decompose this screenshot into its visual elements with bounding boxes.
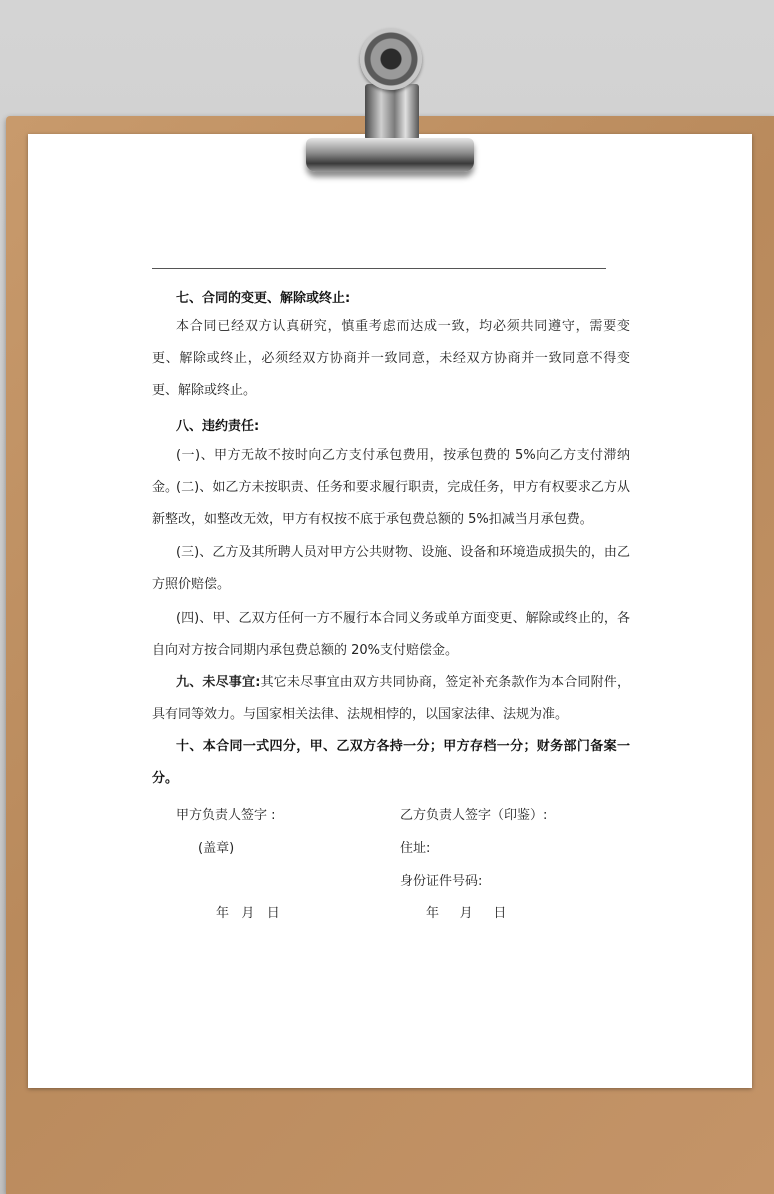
section-7-title: 七、合同的变更、解除或终止:	[176, 291, 351, 306]
party-b-signer-label: 乙方负责人签字（印鉴）:	[400, 808, 548, 823]
party-a-date-label: 年 月 日	[216, 906, 280, 921]
section-8-title: 八、违约责任:	[176, 419, 260, 434]
clip-neck	[365, 84, 419, 140]
party-b-date-label: 年 月 日	[426, 906, 507, 921]
section-9-label: 九、未尽事宜:	[176, 675, 261, 690]
section-8-item-3: (三)、乙方及其所聘人员对甲方公共财物、设施、设备和环境造成损失的，由乙方照价赔偿。	[152, 545, 630, 592]
clip-ring-icon	[360, 28, 422, 90]
section-7-body: 本合同已经双方认真研究，慎重考虑而达成一致，均必须共同遵守，需要变更、解除或终止，必须经双方协商并一致同意，未经双方协商并一致同意不得变更、解除或终止。	[152, 319, 630, 398]
header-divider	[152, 268, 606, 269]
section-10: 十、本合同一式四分，甲、乙双方各持一分；甲方存档一分；财务部门备案一分。	[152, 739, 630, 786]
section-9-body: 其它未尽事宜由双方共同协商，签定补充条款作为本合同附件，具有同等效力。与国家相关法律、法规相悖的，以国家法律、法规为准。	[152, 675, 630, 722]
section-8-item-1: (一)、甲方无故不按时向乙方支付承包费用，按承包费的 5%向乙方支付滞纳金。	[152, 448, 630, 495]
section-8-item-4: (四)、甲、乙双方任何一方不履行本合同义务或单方面变更、解除或终止的，各自向对方按合同期内承包费总额的 20%支付赔偿金。	[152, 611, 630, 658]
section-9	[152, 667, 630, 731]
party-a-signer-label: 甲方负责人签字 :	[176, 808, 276, 823]
section-8-item-2: (二)、如乙方未按职责、任务和要求履行职责，完成任务，甲方有权要求乙方从新整改，如整改无效，甲方有权按不底于承包费总额的 5%扣减当月承包费。	[152, 480, 630, 527]
binder-clip-icon	[306, 138, 474, 172]
party-b-id-label: 身份证件号码:	[400, 874, 483, 889]
party-a-seal-label: (盖章)	[198, 841, 235, 856]
party-b-address-label: 住址:	[400, 841, 431, 856]
